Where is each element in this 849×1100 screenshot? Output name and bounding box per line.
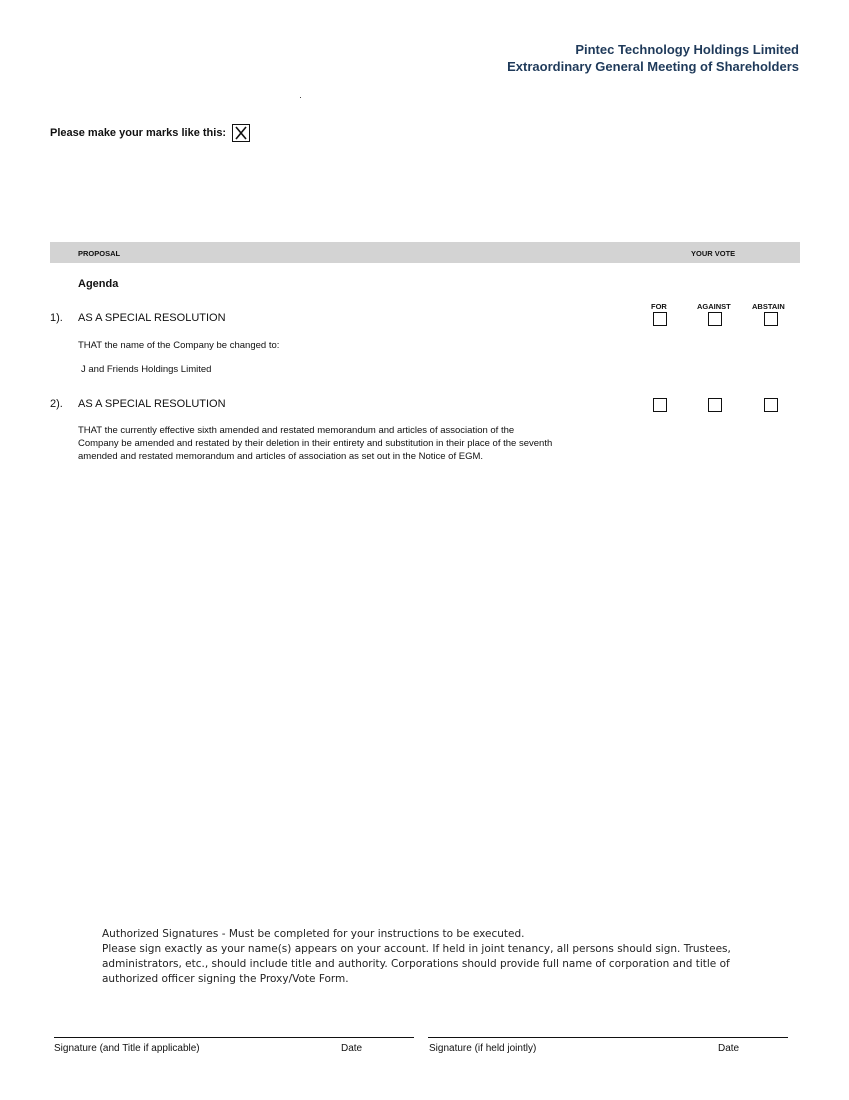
proposal-1-number: 1).: [50, 312, 63, 324]
signature-1-label: Signature (and Title if applicable): [54, 1043, 200, 1054]
proposal-2-title: AS A SPECIAL RESOLUTION: [78, 398, 226, 410]
proposal-1-abstain-checkbox[interactable]: [764, 312, 778, 326]
marks-instruction: [50, 124, 250, 142]
example-mark-box: [232, 124, 250, 142]
document-header: [507, 41, 799, 75]
proposal-1-for-checkbox[interactable]: [653, 312, 667, 326]
proposal-2-text-line-3: amended and restated memorandum and articles of association as set out in the Notice of EGM.: [78, 451, 484, 462]
proposal-1-text: THAT the name of the Company be changed to:: [78, 340, 280, 351]
vote-against-header: AGAINST: [697, 302, 731, 311]
date-1-label: Date: [341, 1043, 363, 1054]
stray-dot: [300, 97, 301, 98]
proposal-1-against-checkbox[interactable]: [708, 312, 722, 326]
vote-abstain-header: ABSTAIN: [752, 302, 785, 311]
proposal-2-text-line-2: Company be amended and restated by their deletion in their entirety and substitution in their place of the seventh: [78, 438, 553, 449]
authorization-heading: Authorized Signatures - Must be completed for your instructions to be executed.: [102, 928, 525, 940]
proposal-2-abstain-checkbox[interactable]: [764, 398, 778, 412]
proposal-column-header: PROPOSAL: [78, 249, 121, 258]
date-2-label: Date: [718, 1043, 740, 1054]
authorization-notice: [102, 927, 742, 987]
proposal-1-detail: J and Friends Holdings Limited: [81, 364, 212, 375]
signature-2-line[interactable]: [428, 1037, 788, 1038]
vote-for-header: FOR: [651, 302, 667, 311]
company-name: Pintec Technology Holdings Limited: [575, 42, 799, 57]
meeting-title: Extraordinary General Meeting of Shareholders: [507, 59, 799, 74]
authorization-line-2: administrators, etc., should include title and authority. Corporations should provide full name of corporation and title of: [102, 958, 730, 970]
proposal-1-title: AS A SPECIAL RESOLUTION: [78, 312, 226, 324]
authorization-line-1: Please sign exactly as your name(s) appears on your account. If held in joint tenancy, all persons should sign. Trustees,: [102, 943, 731, 955]
signature-2-label: Signature (if held jointly): [429, 1043, 537, 1054]
proposal-2-text-line-1: THAT the currently effective sixth amended and restated memorandum and articles of association of the: [78, 425, 515, 436]
x-mark-icon: [234, 126, 248, 140]
authorization-line-3: authorized officer signing the Proxy/Vote Form.: [102, 973, 349, 985]
proposal-2-against-checkbox[interactable]: [708, 398, 722, 412]
agenda-heading: Agenda: [78, 278, 119, 290]
proposal-2-number: 2).: [50, 398, 63, 410]
marks-label: Please make your marks like this:: [50, 127, 227, 139]
proposal-2-for-checkbox[interactable]: [653, 398, 667, 412]
vote-column-header: YOUR VOTE: [691, 249, 736, 258]
table-header-band: [50, 242, 800, 263]
signature-1-line[interactable]: [54, 1037, 414, 1038]
